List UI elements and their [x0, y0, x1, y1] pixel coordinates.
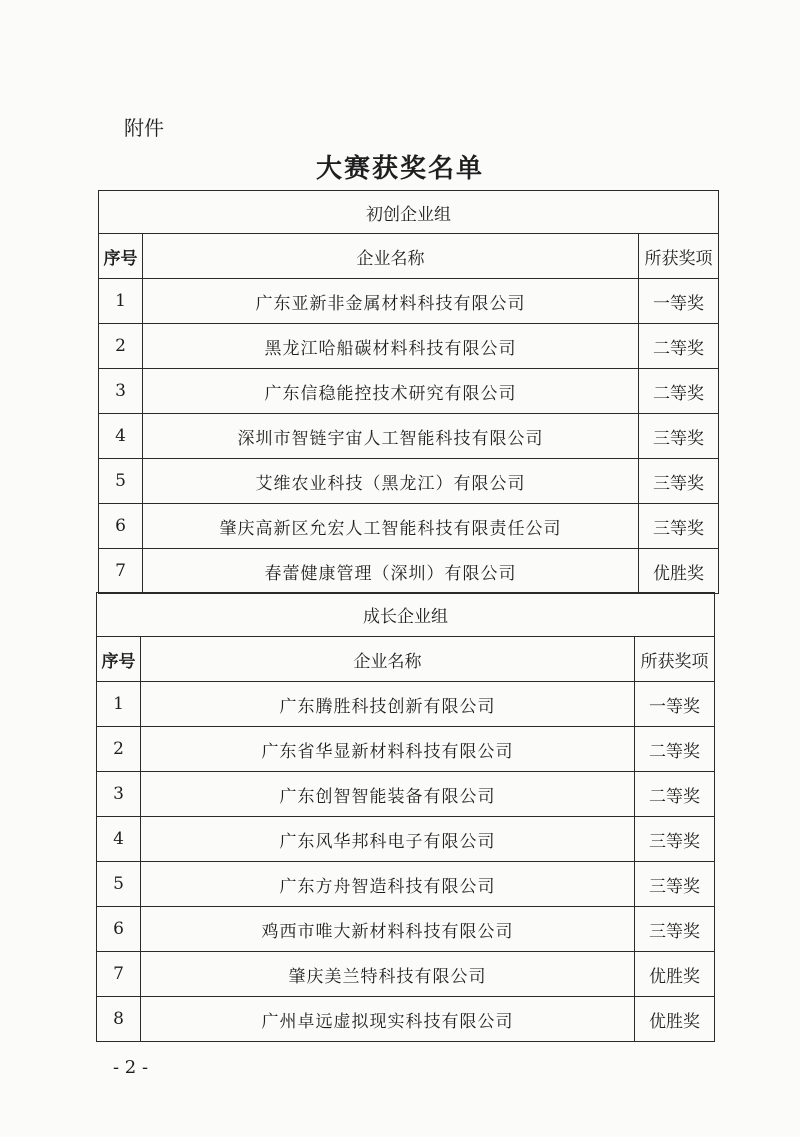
- row-award: 二等奖: [639, 369, 719, 414]
- row-num: 1: [99, 279, 143, 324]
- row-award: 一等奖: [635, 682, 715, 727]
- row-award: 二等奖: [639, 324, 719, 369]
- row-company-name: 广州卓远虚拟现实科技有限公司: [141, 997, 635, 1042]
- group-name: 成长企业组: [97, 593, 715, 637]
- row-award: 三等奖: [635, 862, 715, 907]
- row-num: 6: [97, 907, 141, 952]
- row-company-name: 春蕾健康管理（深圳）有限公司: [143, 549, 639, 594]
- row-num: 3: [97, 772, 141, 817]
- header-num: 序号: [99, 234, 143, 279]
- table-row: [97, 997, 715, 1042]
- row-award: 优胜奖: [639, 549, 719, 594]
- row-award: 三等奖: [635, 817, 715, 862]
- row-company-name: 黑龙江哈船碳材料科技有限公司: [143, 324, 639, 369]
- row-company-name: 肇庆高新区允宏人工智能科技有限责任公司: [143, 504, 639, 549]
- table-row: [97, 907, 715, 952]
- header-num: 序号: [97, 637, 141, 682]
- attachment-label: 附件: [124, 116, 164, 140]
- row-award: 二等奖: [635, 772, 715, 817]
- table-row: [97, 817, 715, 862]
- table-row: [99, 504, 719, 549]
- header-name: 企业名称: [141, 637, 635, 682]
- table-row: [99, 279, 719, 324]
- row-company-name: 艾维农业科技（黑龙江）有限公司: [143, 459, 639, 504]
- table-row: [97, 727, 715, 772]
- row-company-name: 广东亚新非金属材料科技有限公司: [143, 279, 639, 324]
- row-company-name: 广东方舟智造科技有限公司: [141, 862, 635, 907]
- row-company-name: 鸡西市唯大新材料科技有限公司: [141, 907, 635, 952]
- page-number: - 2 -: [113, 1057, 149, 1078]
- row-award: 三等奖: [639, 459, 719, 504]
- table-row: [99, 459, 719, 504]
- row-award: 优胜奖: [635, 997, 715, 1042]
- table-row: [97, 952, 715, 997]
- row-company-name: 深圳市智链宇宙人工智能科技有限公司: [143, 414, 639, 459]
- table-row: [97, 862, 715, 907]
- row-company-name: 广东信稳能控技术研究有限公司: [143, 369, 639, 414]
- row-company-name: 广东省华显新材料科技有限公司: [141, 727, 635, 772]
- row-company-name: 广东风华邦科电子有限公司: [141, 817, 635, 862]
- table-row: [99, 549, 719, 594]
- group-header: [99, 191, 719, 234]
- row-company-name: 广东腾胜科技创新有限公司: [141, 682, 635, 727]
- row-num: 8: [97, 997, 141, 1042]
- row-num: 5: [97, 862, 141, 907]
- group-name: 初创企业组: [99, 191, 719, 234]
- row-num: 7: [99, 549, 143, 594]
- table-row: [99, 369, 719, 414]
- table-header-row: [99, 234, 719, 279]
- header-name: 企业名称: [143, 234, 639, 279]
- header-award: 所获奖项: [635, 637, 715, 682]
- row-award: 三等奖: [639, 504, 719, 549]
- document-title: 大赛获奖名单: [315, 154, 484, 184]
- row-award: 一等奖: [639, 279, 719, 324]
- row-num: 4: [99, 414, 143, 459]
- table-row: [97, 682, 715, 727]
- row-award: 三等奖: [639, 414, 719, 459]
- row-award: 优胜奖: [635, 952, 715, 997]
- row-num: 3: [99, 369, 143, 414]
- row-num: 7: [97, 952, 141, 997]
- row-num: 5: [99, 459, 143, 504]
- row-num: 1: [97, 682, 141, 727]
- table-header-row: [97, 637, 715, 682]
- row-num: 2: [99, 324, 143, 369]
- row-num: 2: [97, 727, 141, 772]
- header-award: 所获奖项: [639, 234, 719, 279]
- group-header: [97, 593, 715, 637]
- table-row: [99, 414, 719, 459]
- row-company-name: 广东创智智能装备有限公司: [141, 772, 635, 817]
- table-row: [99, 324, 719, 369]
- row-num: 6: [99, 504, 143, 549]
- row-award: 二等奖: [635, 727, 715, 772]
- award-table-growth: [96, 592, 715, 1042]
- row-num: 4: [97, 817, 141, 862]
- row-company-name: 肇庆美兰特科技有限公司: [141, 952, 635, 997]
- award-table-startup: [98, 190, 719, 594]
- table-row: [97, 772, 715, 817]
- row-award: 三等奖: [635, 907, 715, 952]
